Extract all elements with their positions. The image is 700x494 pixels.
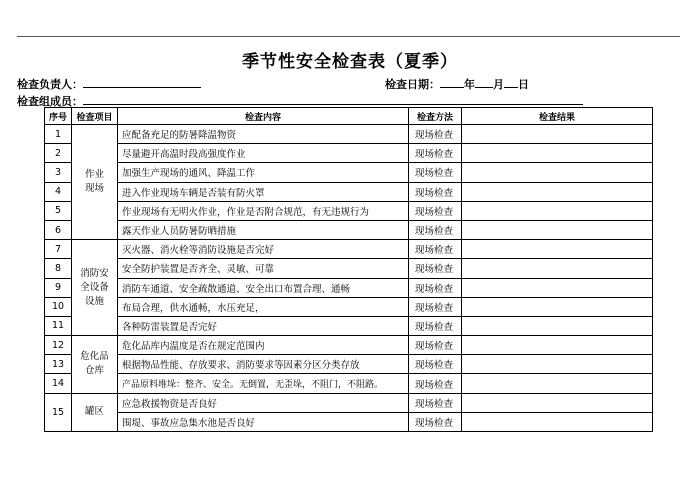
- row-no: 11: [45, 316, 72, 335]
- date-day-label: 日: [518, 78, 529, 91]
- table-row: [45, 374, 653, 393]
- members-label: 检查组成员：: [17, 95, 83, 108]
- row-content: 围堤、事故应急集水池是否良好: [118, 412, 409, 431]
- table-row: [45, 163, 653, 182]
- row-result-cell[interactable]: [462, 278, 653, 297]
- row-no: 6: [45, 220, 72, 239]
- row-method: 现场检查: [409, 125, 462, 144]
- row-method: 现场检查: [409, 374, 462, 393]
- row-no: 7: [45, 240, 72, 259]
- row-method: 现场检查: [409, 316, 462, 335]
- row-method: 现场检查: [409, 259, 462, 278]
- table-row: [45, 278, 653, 297]
- row-no: 8: [45, 259, 72, 278]
- row-content: 灭火器、消火栓等消防设施是否完好: [118, 240, 409, 259]
- table-row: [45, 144, 653, 163]
- inspection-table: [44, 107, 653, 432]
- row-content: 应急救援物资是否良好: [118, 393, 409, 412]
- row-no: 12: [45, 336, 72, 355]
- date-label: 检查日期：: [385, 78, 440, 91]
- table-row: [45, 182, 653, 201]
- row-no: 5: [45, 201, 72, 220]
- row-no: 2: [45, 144, 72, 163]
- row-no: 10: [45, 297, 72, 316]
- group-work-site: 作业 现场: [72, 125, 118, 240]
- row-method: 现场检查: [409, 144, 462, 163]
- row-no: 4: [45, 182, 72, 201]
- inspector-label: 检查负责人：: [17, 78, 83, 91]
- row-result-cell[interactable]: [462, 374, 653, 393]
- row-no: 3: [45, 163, 72, 182]
- header-result: 检查结果: [462, 108, 653, 125]
- header-content: 检查内容: [118, 108, 409, 125]
- row-result-cell[interactable]: [462, 316, 653, 335]
- inspector-blank[interactable]: [83, 77, 201, 88]
- date-day-blank[interactable]: [504, 77, 518, 88]
- table-row: [45, 412, 653, 431]
- row-result-cell[interactable]: [462, 297, 653, 316]
- row-no: 1: [45, 125, 72, 144]
- date-year-blank[interactable]: [440, 77, 464, 88]
- row-result-cell[interactable]: [462, 220, 653, 239]
- row-content: 消防车通道、安全疏散通道、安全出口布置合理、通畅: [118, 278, 409, 297]
- group-fire-safety: 消防安 全设备 设施: [72, 240, 118, 336]
- row-method: 现场检查: [409, 278, 462, 297]
- row-content: 尽量避开高温时段高强度作业: [118, 144, 409, 163]
- row-result-cell[interactable]: [462, 144, 653, 163]
- row-no: 14: [45, 374, 72, 393]
- row-content: 产品原料堆垛：整齐、安全。无倒置，无歪垛，不阻门，不阻路。: [118, 374, 409, 393]
- row-no: 13: [45, 355, 72, 374]
- row-content: 安全防护装置是否齐全、灵敏、可靠: [118, 259, 409, 278]
- page-title: 季节性安全检查表（夏季）: [242, 52, 458, 72]
- row-content: 作业现场有无明火作业，作业是否附合规范，有无违规行为: [118, 201, 409, 220]
- table-header-row: [45, 108, 653, 125]
- row-method: 现场检查: [409, 163, 462, 182]
- row-content: 进入作业现场车辆是否装有防火罩: [118, 182, 409, 201]
- table-row: [45, 125, 653, 144]
- row-content: 露天作业人员防暑防晒措施: [118, 220, 409, 239]
- table-row: [45, 355, 653, 374]
- row-result-cell[interactable]: [462, 393, 653, 412]
- row-result-cell[interactable]: [462, 182, 653, 201]
- members-blank[interactable]: [83, 94, 583, 105]
- row-content: 应配备充足的防暑降温物资: [118, 125, 409, 144]
- row-content: 各种防雷装置是否完好: [118, 316, 409, 335]
- row-method: 现场检查: [409, 240, 462, 259]
- row-no: 9: [45, 278, 72, 297]
- group-tank-area: 罐区: [72, 393, 118, 431]
- table-row: [45, 259, 653, 278]
- date-field: [385, 76, 529, 92]
- table-row: [45, 336, 653, 355]
- row-method: 现场检查: [409, 393, 462, 412]
- row-content: 危化品库内温度是否在规定范围内: [118, 336, 409, 355]
- row-method: 现场检查: [409, 220, 462, 239]
- row-content: 加强生产现场的通风、降温工作: [118, 163, 409, 182]
- header-method: 检查方法: [409, 108, 462, 125]
- table-row: [45, 316, 653, 335]
- table-row: [45, 393, 653, 412]
- table-row: [45, 220, 653, 239]
- table-row: [45, 297, 653, 316]
- row-method: 现场检查: [409, 355, 462, 374]
- row-result-cell[interactable]: [462, 412, 653, 431]
- top-rule: [17, 36, 680, 37]
- row-result-cell[interactable]: [462, 163, 653, 182]
- row-method: 现场检查: [409, 412, 462, 431]
- row-method: 现场检查: [409, 201, 462, 220]
- header-no: 序号: [45, 108, 72, 125]
- row-result-cell[interactable]: [462, 240, 653, 259]
- row-method: 现场检查: [409, 336, 462, 355]
- table-row: [45, 240, 653, 259]
- date-month-label: 月: [493, 78, 504, 91]
- date-year-label: 年: [464, 78, 475, 91]
- row-result-cell[interactable]: [462, 336, 653, 355]
- group-hazmat-warehouse: 危化品 仓库: [72, 336, 118, 394]
- row-result-cell[interactable]: [462, 355, 653, 374]
- table-row: [45, 201, 653, 220]
- row-method: 现场检查: [409, 297, 462, 316]
- header-item: 检查项目: [72, 108, 118, 125]
- row-method: 现场检查: [409, 182, 462, 201]
- inspector-field: [17, 76, 201, 92]
- row-result-cell[interactable]: [462, 125, 653, 144]
- row-result-cell[interactable]: [462, 201, 653, 220]
- row-result-cell[interactable]: [462, 259, 653, 278]
- date-month-blank[interactable]: [475, 77, 493, 88]
- row-no: 15: [45, 393, 72, 431]
- row-content: 布局合理，供水通畅，水压充足，: [118, 297, 409, 316]
- row-content: 根据物品性能、存放要求、消防要求等因素分区分类存放: [118, 355, 409, 374]
